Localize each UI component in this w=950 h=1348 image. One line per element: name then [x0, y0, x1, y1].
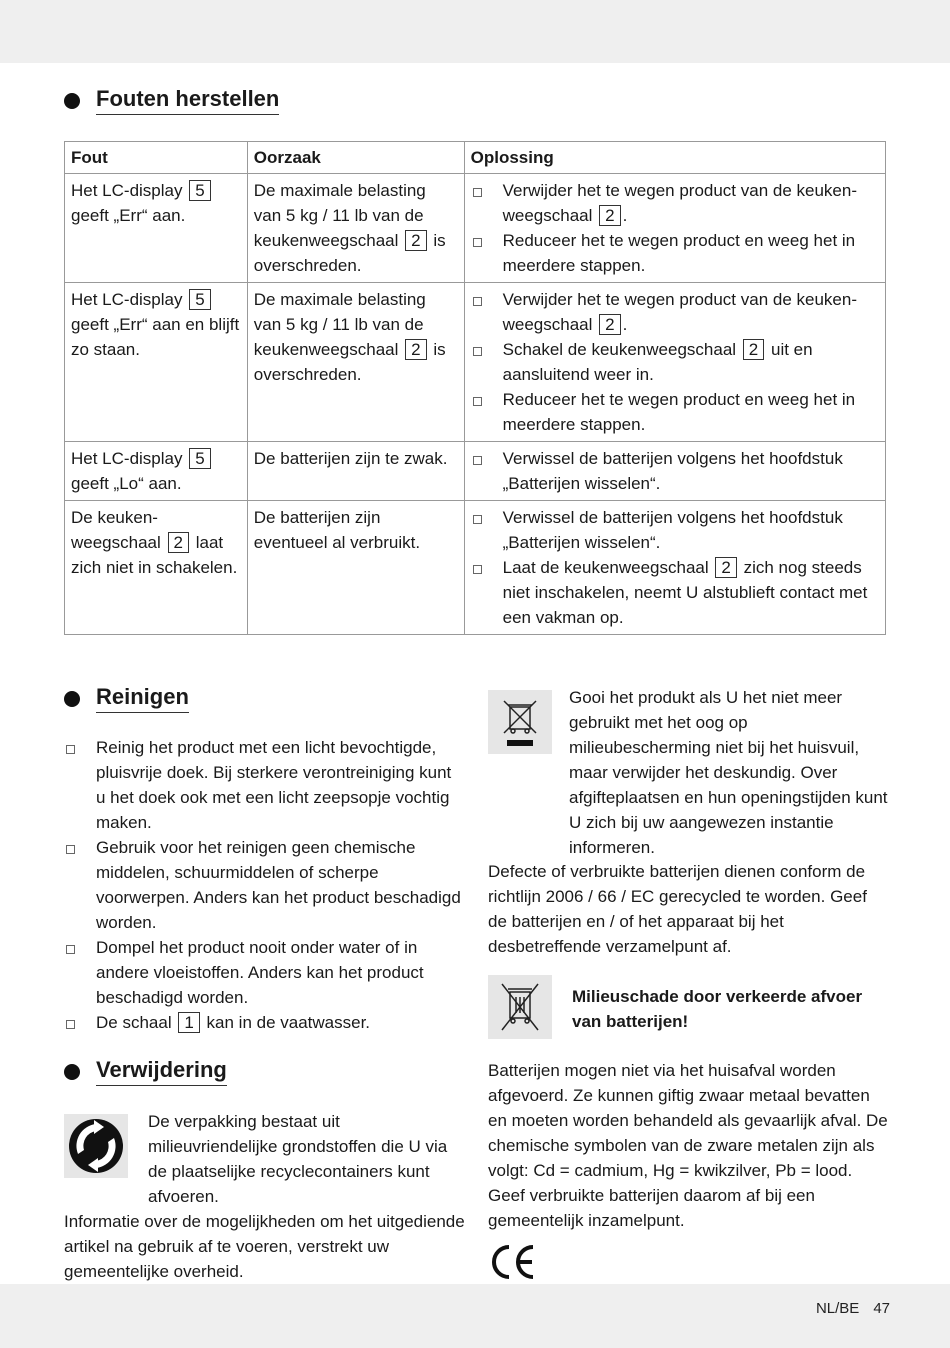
- top-band: [0, 0, 950, 63]
- weee-bin-icon: [488, 690, 552, 754]
- heading-fouten: [64, 86, 279, 115]
- heading-reinigen: [64, 684, 189, 713]
- cell-fout: Het LC-display 5 geeft „Err“ aan.: [65, 174, 248, 283]
- list-item: Verwissel de batterijen volgens het hoofdstuk „Batterijen wisselen“.: [471, 505, 879, 555]
- bullet-dot: [64, 1064, 80, 1080]
- page-footer: [802, 1300, 890, 1317]
- table-header-row: [65, 142, 886, 174]
- green-dot-icon: [64, 1114, 128, 1178]
- bullet-dot: [64, 93, 80, 109]
- list-item: Verwijder het te wegen product van de keuken-weegschaal 2 .: [471, 178, 879, 228]
- col-header: Oorzaak: [247, 142, 464, 174]
- ce-mark-icon: [488, 1242, 538, 1282]
- troubleshooting-table: [64, 141, 886, 635]
- gooi-text: Gooi het produkt als U het niet meer gebruikt met het oog op milieubescherming niet bij het huisvuil, maar verwijder het deskundig. Over afgifteplaatsen en hun openingstijden kunt U zich bij uw aangewezen instantie informeren.: [569, 688, 888, 857]
- section-title: Reinigen: [96, 684, 189, 713]
- list-item: Reduceer het te wegen product en weeg het in meerdere stappen.: [471, 387, 879, 437]
- cell-fout: Het LC-display 5 geeft „Lo“ aan.: [65, 442, 248, 501]
- cell-oplossing: [464, 501, 885, 635]
- table-row: [65, 442, 886, 501]
- cell-fout: Het LC-display 5 geeft „Err“ aan en blijft zo staan.: [65, 283, 248, 442]
- cell-oplossing: [464, 442, 885, 501]
- batterijen-text: Batterijen mogen niet via het huisafval worden afgevoerd. Ze kunnen giftig zwaar metaal bevatten en moeten worden behandeld als gevaarlijk afval. De chemische symbolen van de zware metalen zijn als volgt: Cd = cadmium, Hg = kwikzilver, Pb = lood. Geef verbruikte batterijen daarom af bij een gemeentelijk inzamelpunt.: [488, 1061, 888, 1230]
- defecte-text: Defecte of verbruikte batterijen dienen conform de richtlijn 2006 / 66 / EC gerecycled te worden. Geef de batterijen en / of het apparaat bij het desbetreffende verzamelpunt af.: [488, 862, 867, 956]
- list-item: Gebruik voor het reinigen geen chemische middelen, schuurmiddelen of scherpe voorwerpen. Anders kan het product beschadigd worden.: [64, 835, 464, 935]
- section-title: Fouten herstellen: [96, 86, 279, 115]
- table-row: [65, 501, 886, 635]
- milieuschade-warning: Milieuschade door verkeerde afvoer van batterijen!: [572, 987, 863, 1031]
- list-item: Verwijder het te wegen product van de keuken-weegschaal 2 .: [471, 287, 879, 337]
- cell-oorzaak: De maximale belasting van 5 kg / 11 lb van de keukenweegschaal 2 is overschreden.: [247, 174, 464, 283]
- page-number: 47: [873, 1300, 890, 1317]
- cell-fout: De keuken-weegschaal 2 laat zich niet in schakelen.: [65, 501, 248, 635]
- bullet-dot: [64, 691, 80, 707]
- list-item: Reduceer het te wegen product en weeg het in meerdere stappen.: [471, 228, 879, 278]
- section-title: Verwijdering: [96, 1057, 227, 1086]
- list-item: Reinig het product met een licht bevochtigde, pluisvrije doek. Bij sterkere verontreiniging kunt u het doek ook met een licht zeepsopje vochtig maken.: [64, 735, 464, 835]
- table-row: [65, 174, 886, 283]
- battery-bin-icon: [488, 975, 552, 1039]
- reinigen-list: [64, 735, 464, 1035]
- cell-oorzaak: De batterijen zijn eventueel al verbruikt.: [247, 501, 464, 635]
- list-item: De schaal 1 kan in de vaatwasser.: [64, 1010, 464, 1035]
- list-item: Laat de keukenweegschaal 2 zich nog steeds niet inschakelen, neemt U alstublieft contact met een vakman op.: [471, 555, 879, 630]
- col-header: Fout: [65, 142, 248, 174]
- informatie-text: Informatie over de mogelijkheden om het uitgediende artikel na gebruik af te voeren, verstrekt uw gemeentelijke overheid.: [64, 1212, 465, 1281]
- list-item: Dompel het product nooit onder water of in andere vloeistoffen. Anders kan het product beschadigd worden.: [64, 935, 464, 1010]
- footer-language: NL/BE: [815, 1300, 860, 1317]
- verpakking-text: De verpakking bestaat uit milieuvriendelijke grondstoffen die U via de plaatselijke recyclecontainers kunt afvoeren.: [148, 1112, 448, 1206]
- cell-oorzaak: De maximale belasting van 5 kg / 11 lb van de keukenweegschaal 2 is overschreden.: [247, 283, 464, 442]
- list-item: Verwissel de batterijen volgens het hoofdstuk „Batterijen wisselen“.: [471, 446, 879, 496]
- cell-oplossing: [464, 174, 885, 283]
- table-row: [65, 283, 886, 442]
- list-item: Schakel de keukenweegschaal 2 uit en aansluitend weer in.: [471, 337, 879, 387]
- cell-oplossing: [464, 283, 885, 442]
- col-header: Oplossing: [464, 142, 885, 174]
- heading-verwijdering: [64, 1057, 227, 1086]
- cell-oorzaak: De batterijen zijn te zwak.: [247, 442, 464, 501]
